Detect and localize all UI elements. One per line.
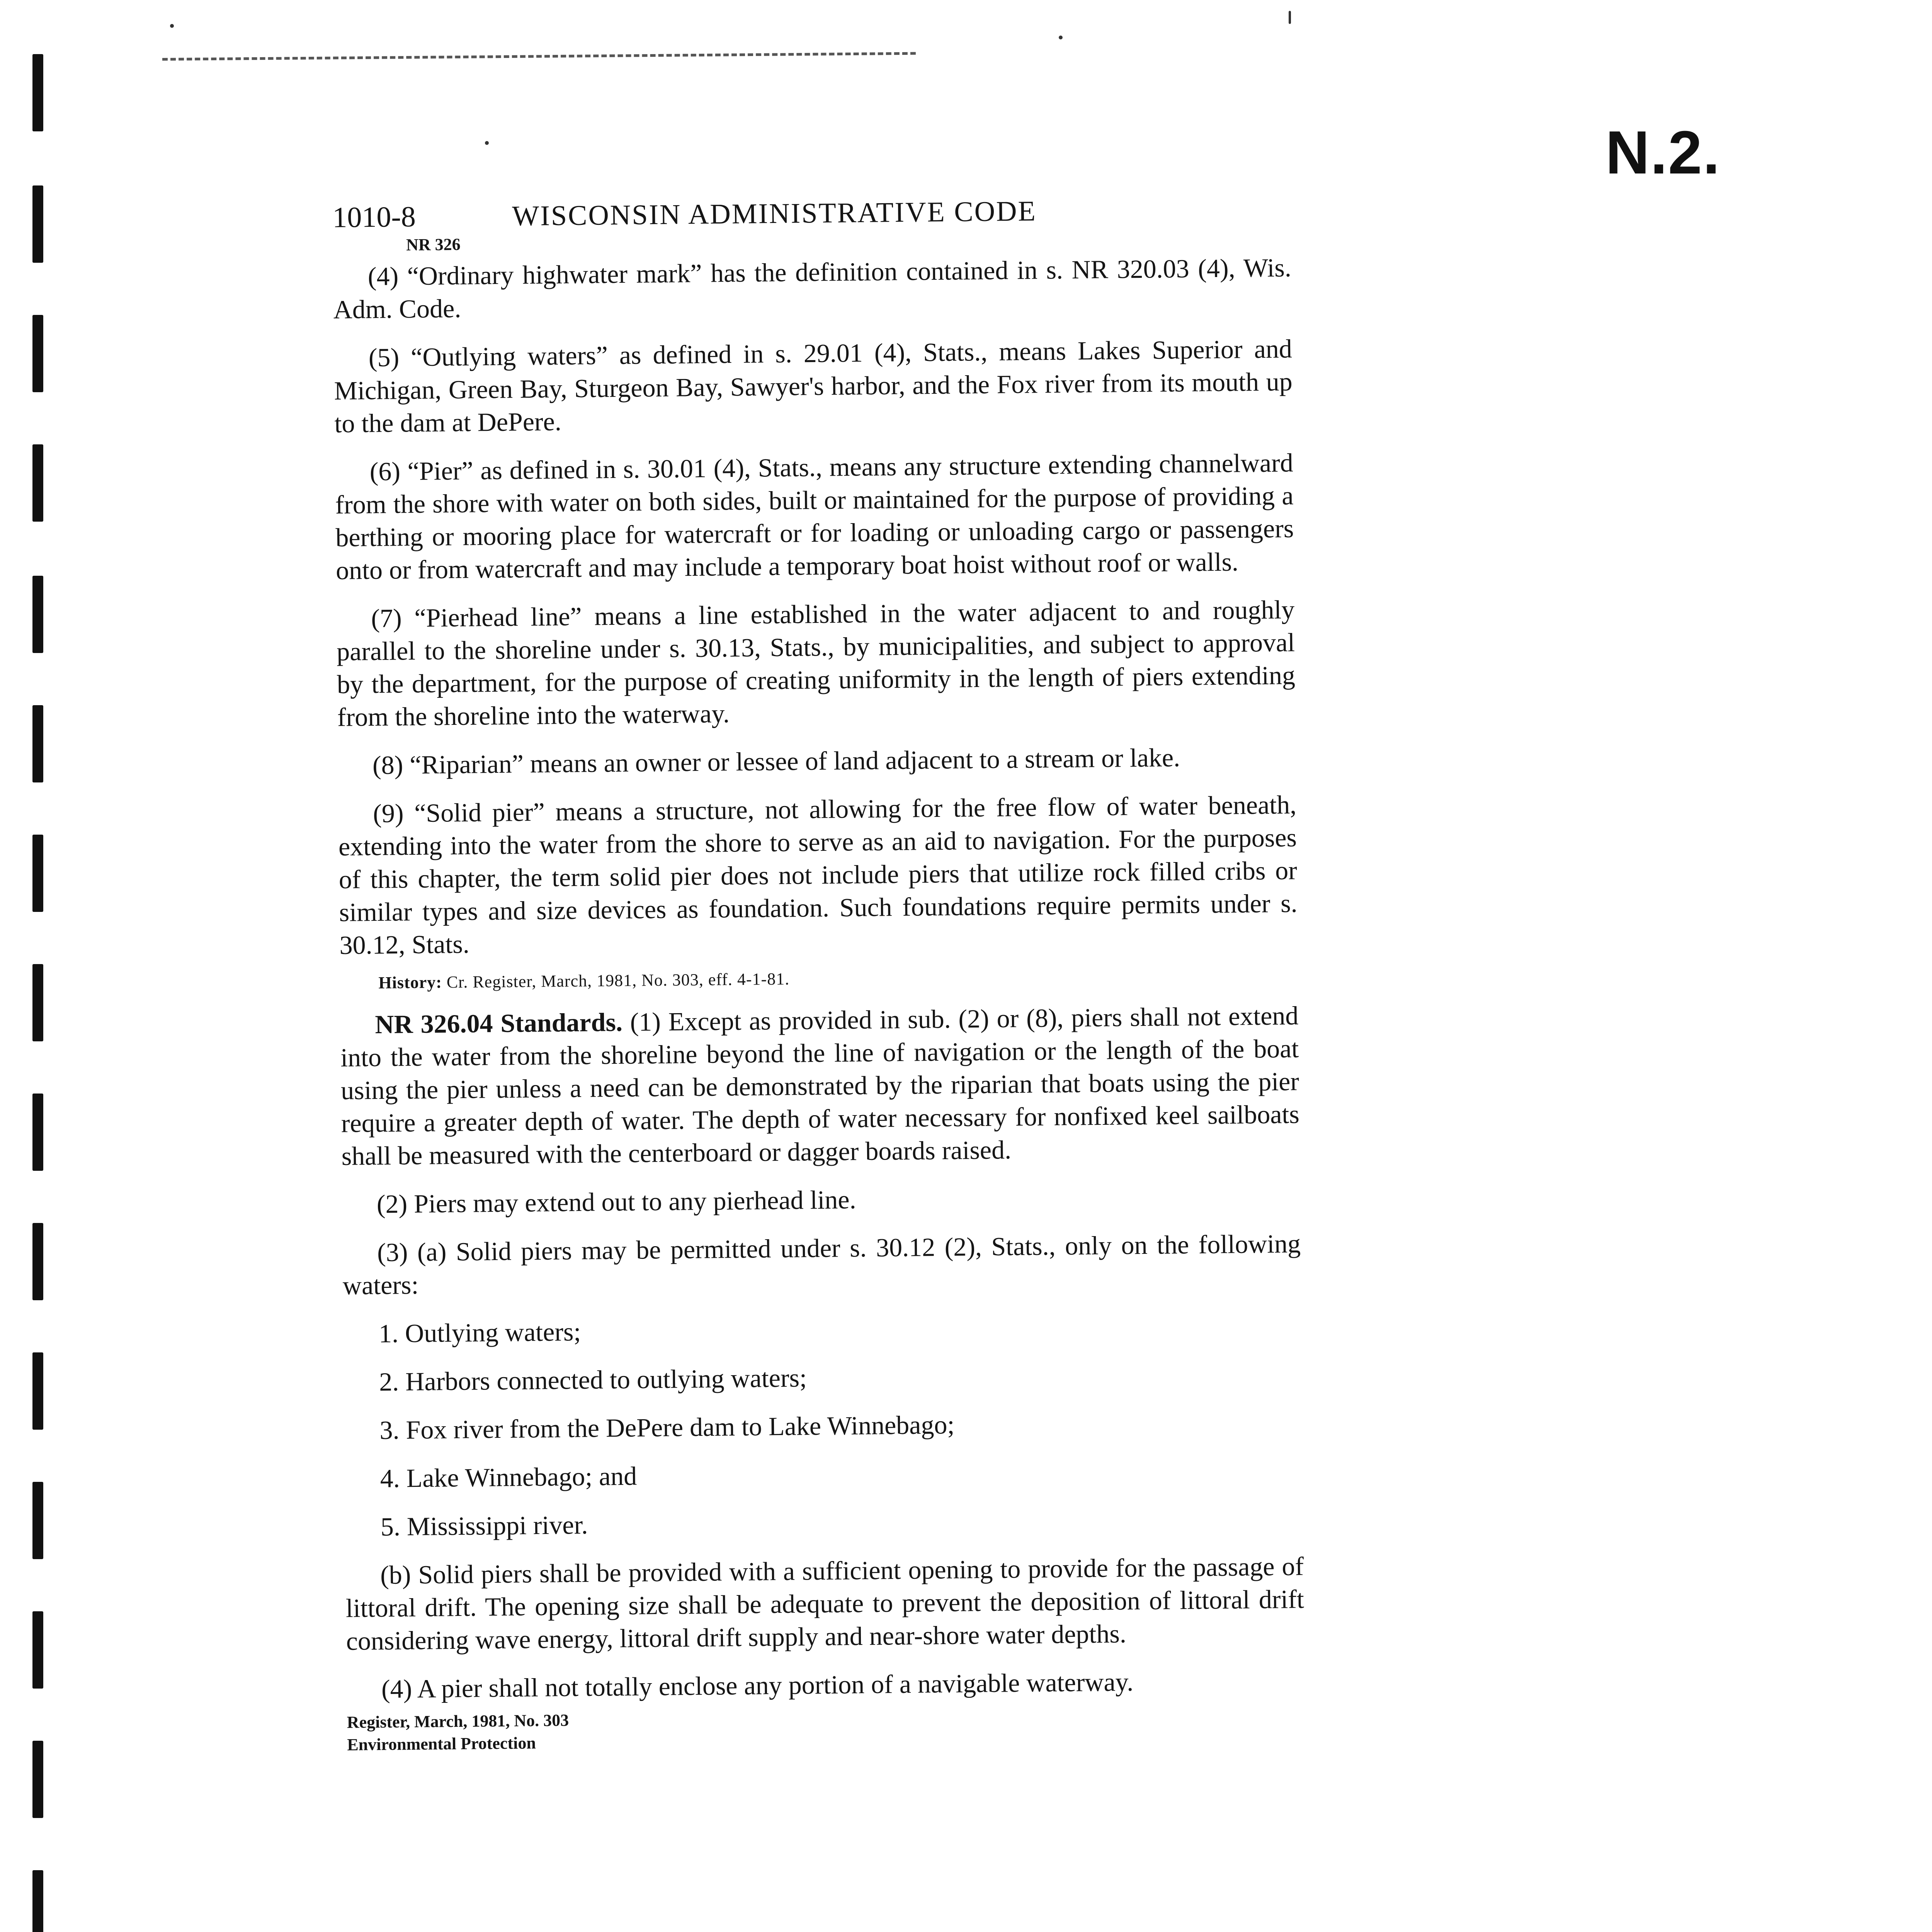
definition-paragraph: (7) “Pierhead line” means a line established in the water adjacent to and roughly parallel to the shoreline under s. 30.13, Stats., by municipalities, and subject to approval by the department, for the purpose of creating uniformity in the length of piers extending from the shoreline into the waterway.: [336, 595, 1296, 732]
history-text: Cr. Register, March, 1981, No. 303, eff. 4-1-81.: [446, 969, 790, 992]
definition-paragraph: (6) “Pier” as defined in s. 30.01 (4), Stats., means any structure extending channelward from the shore with water on both sides, built or maintained for the purpose of providing a berthing or mooring place for watercraft or for loading or unloading cargo or passengers onto or from watercraft and may include a temporary boat hoist without roof or walls.: [335, 448, 1294, 585]
binder-mark: [32, 1482, 43, 1559]
standards-paragraph: (2) Piers may extend out to any pierhead line.: [376, 1185, 856, 1219]
history-label: History:: [378, 973, 442, 992]
scan-artifact-line: [162, 52, 916, 61]
standards-paragraph: (4) A pier shall not totally enclose any portion of a navigable waterway.: [381, 1667, 1134, 1704]
chapter-tag: NR 326: [406, 235, 461, 255]
binder-mark: [32, 1223, 43, 1300]
binder-mark: [32, 1870, 43, 1932]
footer-subject: Environmental Protection: [347, 1733, 536, 1754]
definition-paragraph: (8) “Riparian” means an owner or lessee of land adjacent to a stream or lake.: [372, 743, 1180, 780]
page-corner-label: N.2.: [1605, 119, 1721, 187]
binder-mark: [32, 835, 43, 912]
scan-speck: [485, 141, 489, 145]
binder-mark: [32, 1741, 43, 1818]
binder-mark: [32, 315, 43, 392]
binder-mark: [32, 1352, 43, 1430]
definition-paragraph: (4) “Ordinary highwater mark” has the definition contained in s. NR 320.03 (4), Wis. Adm. Code.: [333, 253, 1292, 324]
standards-paragraph: (3) (a) Solid piers may be permitted under s. 30.12 (2), Stats., only on the following waters:: [342, 1229, 1301, 1300]
binder-mark: [32, 444, 43, 522]
history-note: [378, 964, 1298, 993]
scan-speck: [1289, 11, 1291, 24]
running-title: WISCONSIN ADMINISTRATIVE CODE: [512, 195, 1037, 232]
binder-mark: [32, 576, 43, 653]
page-number: 1010-8: [332, 200, 416, 234]
binder-mark: [32, 185, 43, 263]
scan-speck: [170, 24, 174, 28]
document-body: [332, 192, 1306, 1756]
list-item: 4. Lake Winnebago; and: [380, 1461, 637, 1493]
list-item: 5. Mississippi river.: [380, 1510, 588, 1541]
list-item: 1. Outlying waters;: [378, 1316, 581, 1348]
binder-mark: [32, 705, 43, 782]
standards-text: (1) Except as provided in sub. (2) or (8), piers shall not extend into the water from the shoreline beyond the line of navigation or the length of the boat using the pier unless a need can be demonstrated by the riparian that boats using the pier require a greater depth of water. The depth of water necessary for nonfixed keel sailboats shall be measured with the centerboard or dagger boards raised.: [340, 1001, 1300, 1171]
binder-mark: [32, 1611, 43, 1689]
standards-paragraph: (b) Solid piers shall be provided with a sufficient opening to provide for the passage of littoral drift. The opening size shall be adequate to prevent the deposition of littoral drift considering wave energy, littoral drift supply and near-shore water depths.: [345, 1551, 1304, 1656]
definition-paragraph: (5) “Outlying waters” as defined in s. 29.01 (4), Stats., means Lakes Superior and Michigan, Green Bay, Sturgeon Bay, Sawyer's harbor, and the Fox river from its mouth up to the dam at DePere.: [334, 334, 1293, 438]
list-item: 3. Fox river from the DePere dam to Lake Winnebago;: [379, 1410, 955, 1445]
binder-mark: [32, 54, 43, 131]
definition-paragraph: (9) “Solid pier” means a structure, not allowing for the free flow of water beneath, extending into the water from the shore to serve as an aid to navigation. For the purposes of this chapter, the term solid pier does not include piers that utilize rock filled cribs or similar types and size devices as foundation. Such foundations require permits under s. 30.12, Stats.: [338, 790, 1298, 960]
list-item: 2. Harbors connected to outlying waters;: [379, 1363, 807, 1396]
binder-mark: [32, 1094, 43, 1171]
scan-speck: [1059, 36, 1063, 39]
binder-mark: [32, 964, 43, 1041]
footer-register: Register, March, 1981, No. 303: [347, 1711, 569, 1732]
section-title: NR 326.04 Standards.: [375, 1007, 623, 1039]
standards-paragraph: [340, 999, 1300, 1173]
